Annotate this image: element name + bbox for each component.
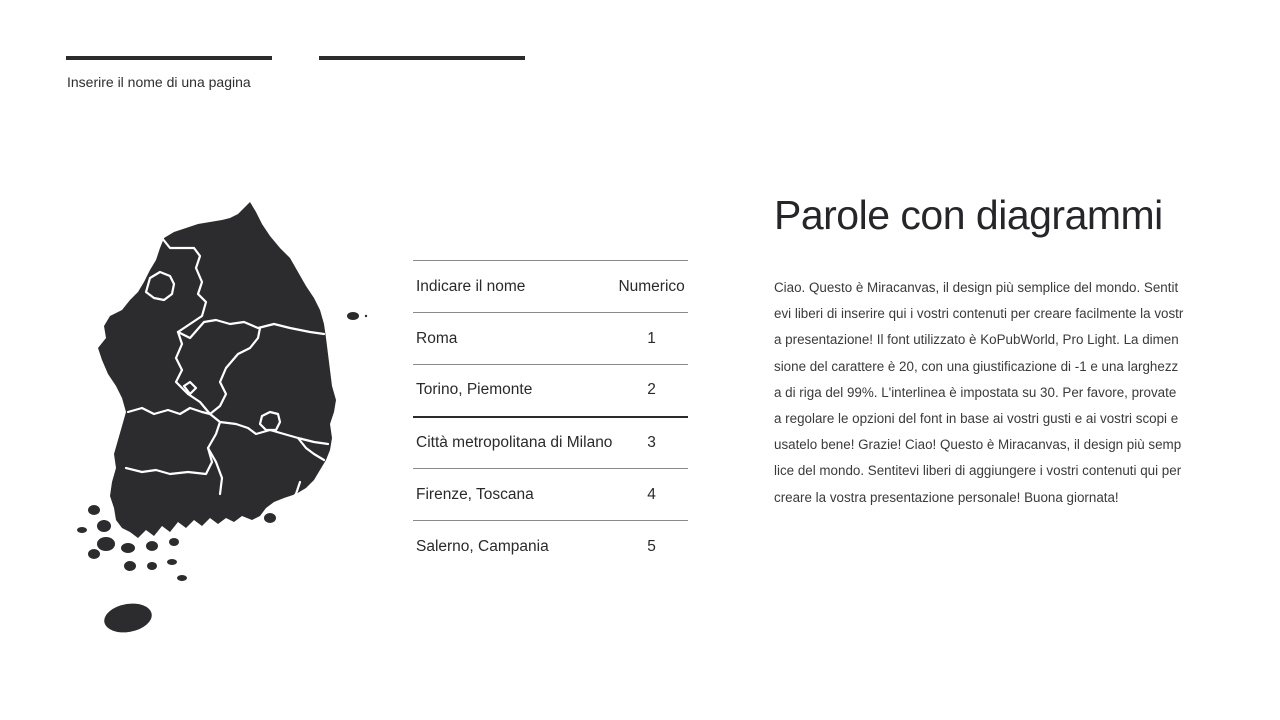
table-header-row [413,261,688,313]
table-cell-name: Salerno, Campania [416,537,549,555]
map-island [88,505,100,515]
map-island [97,520,111,532]
table-cell-value: 5 [647,537,656,555]
table-cell-name: Città metropolitana di Milano [413,417,615,469]
map-mainland [98,202,336,538]
map-island [147,562,157,570]
map-island [88,549,100,559]
table-cell-value: 3 [615,417,687,469]
top-rule-right [319,56,525,60]
table-cell-name: Firenze, Toscana [413,469,615,521]
map-island [365,315,367,317]
map-island [121,543,135,553]
map-island [169,538,179,546]
korea-map [70,198,375,638]
body-paragraph: Ciao. Questo è Miracanvas, il design più semplice del mondo. Sentitevi liberi di inserire qui i vostri contenuti per creare facilmente la vostra presentazione! Il font utilizzato è KoPubWorld, Pro Light. La dimensione del carattere è 20, con una giustificazione di -1 e una larghezza di riga del 99%. L'interlinea è impostata su 30. Per favore, provate a regolare le opzioni del font in base ai vostri gusti e ai vostri scopi e usatelo bene! Grazie! Ciao! Questo è Miracanvas, il design più semplice del mondo. Sentitevi liberi di aggiungere i vostri contenuti qui per creare la vostra presentazione personale! Buona giornata! [774,280,1184,505]
top-rule-left [66,56,272,60]
page-name: Inserire il nome di una pagina [67,74,251,90]
map-island [77,527,87,533]
map-island [124,561,136,571]
map-island [177,575,187,581]
table-row [413,417,688,469]
table-cell-name: Roma [413,313,615,365]
map-island [146,541,158,551]
table-cell-value: 2 [615,365,687,417]
table-row [413,521,688,573]
table-cell-value: 1 [615,313,687,365]
table-header-value: Numerico [615,261,687,313]
map-island [347,312,359,320]
table-cell-name: Torino, Piemonte [413,365,615,417]
map-island [97,537,115,551]
table-row [413,365,688,417]
data-table [413,260,688,573]
table-header-name: Indicare il nome [413,261,615,313]
map-island [264,513,276,523]
map-island [167,559,177,565]
slide-title: Parole con diagrammi [774,192,1163,238]
table-row [413,313,688,365]
map-island [102,600,154,636]
table-cell-value: 4 [615,469,687,521]
table-row [413,469,688,521]
